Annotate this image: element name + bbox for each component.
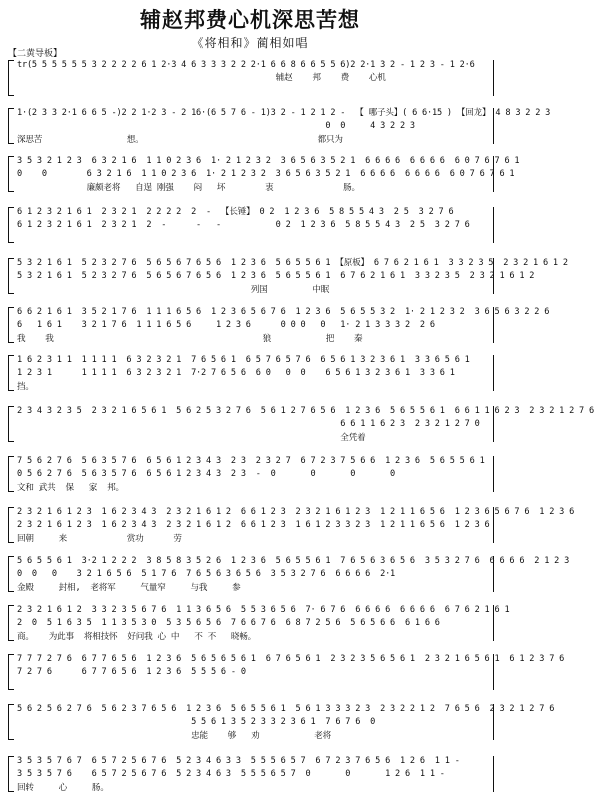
system-brace	[8, 258, 14, 294]
score-system	[8, 650, 565, 694]
notation-line-lower: 6 6 1 1 6 2 3 2 3 2 1 2 7 0	[17, 419, 480, 429]
barline	[493, 108, 494, 144]
lyric-line: 忠能 够 劝 老将	[17, 731, 331, 741]
banshi-tag: 【二黄导板】	[8, 49, 63, 59]
barline	[493, 605, 494, 641]
system-brace	[8, 756, 14, 792]
system-brace	[8, 406, 14, 442]
notation-line-upper: 2 3 2 1 6 1 2 3 1 6 2 3 4 3 2 3 2 1 6 1 2 6 6 1 2 3 2 3 2 1 6 1 2 3 1 2 1 1 6 5 6 1 2 3 6 5 6 7 6 1 2 3 6	[17, 507, 575, 517]
notation-line-upper: 1·(2 3 3 2·1 6 6 5 -)2 2 1·2 3 - 2 16·(6 5 7 6 - 1)3 2 - 1 2 1 2 - 【 哪子头】( 6 6·15 ) 【回龙】 4 8 3 2 2 3	[17, 108, 551, 118]
page-subtitle: 《将相和》蔺相如唱	[191, 36, 309, 50]
lyric-line: 全凭着	[17, 433, 366, 443]
lyric-line: 挡。	[17, 382, 34, 392]
score-system	[8, 152, 520, 196]
score-system	[8, 402, 594, 446]
notation-line-upper: 1 6 2 3 1 1 1 1 1 1 6 3 2 3 2 1 7 6 5 6 1 6 5 7 6 5 7 6 6 5 6 1 3 2 3 6 1 3 3 6 5 6 1	[17, 355, 470, 365]
lyric-line: 商。 为此事 将相技怀 好问我 心 中 不 不 晓畅。	[17, 632, 257, 642]
notation-line-lower: 0 0 4 3 2 2 3	[17, 121, 415, 131]
lyric-line: 金殿 封相, 老将军 气量窄 与我 参	[17, 583, 241, 593]
system-brace	[8, 556, 14, 592]
barline	[493, 756, 494, 792]
system-brace	[8, 156, 14, 192]
barline	[493, 307, 494, 343]
system-brace	[8, 60, 14, 96]
score-system	[8, 503, 575, 547]
notation-line-lower: 2 3 2 1 6 1 2 3 1 6 2 3 4 3 2 3 2 1 6 1 2 6 6 1 2 3 1 6 1 2 3 3 2 3 1 2 1 1 6 5 6 1 2 3 6	[17, 520, 490, 530]
score-system	[8, 601, 510, 645]
notation-line-upper: 6 6 2 1 6 1 3 5 2 1 7 6 1 1 1 6 5 6 1 2 3 6 5 6 7 6 1 2 3 6 5 6 5 5 3 2 1· 2 1 2 3 2 3 6 5 6 3 2 2 6	[17, 307, 550, 317]
notation-line-lower: 1 2 3 1 1 1 1 1 6 3 2 3 2 1 7·2 7 6 5 6 6 0 0 0 6 5 6 1 3 2 3 6 1 3 3 6 1	[17, 368, 455, 378]
notation-line-lower: 0 0 0 3 2 1 6 5 6 5 1 7 6 7 6 5 6 3 6 5 6 3 5 3 2 7 6 6 6 6 6 2·1	[17, 569, 396, 579]
notation-line-upper: 5 6 2 5 6 2 7 6 5 6 2 3 7 6 5 6 1 2 3 6 5 6 5 5 6 1 5 6 1 3 3 3 2 3 2 3 2 2 1 2 7 6 5 6 2 3 2 1 2 7 6	[17, 704, 555, 714]
page-title: 辅赵邦费心机深思苦想	[140, 7, 360, 32]
system-brace	[8, 605, 14, 641]
barline	[493, 207, 494, 243]
notation-line-lower: 5 3 2 1 6 1 5 2 3 2 7 6 5 6 5 6 7 6 5 6 1 2 3 6 5 6 5 5 6 1 6 7 6 2 1 6 1 3 3 2 3 5 2 3 2 1 6 1 2	[17, 271, 535, 281]
notation-line-upper: 2 3 4 3 2 3 5 2 3 2 1 6 5 6 1 5 6 2 5 3 2 7 6 5 6 1 2 7 6 5 6 1 2 3 6 5 6 5 5 6 1 6 6 1 1 6 2 3 2 3 2 1 2 7 6	[17, 406, 594, 416]
barline	[493, 406, 494, 442]
notation-line-lower: 7 2 7 6 6 7 7 6 5 6 1 2 3 6 5 5 5 6 - 0	[17, 667, 246, 677]
notation-line-upper: 3 5 3 2 1 2 3 6 3 2 1 6 1 1 0 2 3 6 1· 2 1 2 3 2 3 6 5 6 3 5 2 1 6 6 6 6 6 6 6 6 6 0 7 6 7 6 1	[17, 156, 520, 166]
notation-line-upper: 3 5 3 5 7 6 7 6 5 7 2 5 6 7 6 5 2 3 4 6 3 3 5 5 5 6 5 7 6 7 2 3 7 6 5 6 1 2 6 1 1 -	[17, 756, 460, 766]
score-system	[8, 700, 555, 744]
lyric-line: 我 我 狼 把 秦	[17, 334, 363, 344]
system-brace	[8, 507, 14, 543]
barline	[493, 258, 494, 294]
notation-line-upper: 5 3 2 1 6 1 5 2 3 2 7 6 5 6 5 6 7 6 5 6 1 2 3 6 5 6 5 5 6 1 【原板】 6 7 6 2 1 6 1 3 3 2 3 5 2 3 2 1 6 1 2	[17, 258, 568, 268]
notation-line-lower: 6 1 6 1 3 2 1 7 6 1 1 1 6 5 6 1 2 3 6 0 0 0 0 1· 2 1 3 3 3 2 2 6	[17, 320, 435, 330]
score-system	[8, 303, 550, 347]
system-brace	[8, 108, 14, 144]
lyric-line: 列国 中眠	[17, 285, 330, 295]
notation-line-lower: 6 1 2 3 2 1 6 1 2 3 2 1 2 - - - 0 2 1 2 3 6 5 8 5 5 4 3 2 5 3 2 7 6	[17, 220, 470, 230]
notation-line-lower: 5 5 6 1 3 5 2 3 3 2 3 6 1 7 6 7 6 0	[17, 717, 376, 727]
lyric-line: 深思苦 想。 都只为	[17, 135, 343, 145]
barline	[493, 704, 494, 740]
barline	[493, 456, 494, 492]
notation-line-lower: 2 0 5 1 6 3 5 1 1 3 5 3 0 5 3 5 6 5 6 7 6 6 7 6 6 8 7 2 5 6 5 6 5 6 6 6 1 6 6	[17, 618, 440, 628]
notation-line-upper: tr(5 5 5 5 5 5 3 2 2 2 2 6 1 2·3 4 6 3 3 3 2 2 2·1 6 6 8 6 6 5 5 6)2 2·1 3 2 - 1 2 3 - 1 2·6	[17, 60, 475, 70]
barline	[493, 156, 494, 192]
barline	[493, 507, 494, 543]
score-system	[8, 56, 494, 100]
system-brace	[8, 307, 14, 343]
lyric-line: 辅赵 邦 费 心机	[17, 73, 386, 83]
system-brace	[8, 704, 14, 740]
score-system	[8, 552, 570, 596]
notation-line-lower: 3 5 3 5 7 6 6 5 7 2 5 6 7 6 5 2 3 4 6 3 5 5 5 6 5 7 0 0 1 2 6 1 1 -	[17, 769, 445, 779]
barline	[493, 654, 494, 690]
lyric-line: 文和 武共 保 家 邦。	[17, 483, 124, 493]
system-brace	[8, 456, 14, 492]
notation-line-lower: 0 0 6 3 2 1 6 1 1 0 2 3 6 1· 2 1 2 3 2 3 6 5 6 3 5 2 1 6 6 6 6 6 6 6 6 6 0 7 6 7 6 1	[17, 169, 515, 179]
score-system	[8, 104, 551, 148]
notation-line-upper: 7 7 7 2 7 6 6 7 7 6 5 6 1 2 3 6 5 6 5 6 5 6 1 6 7 6 5 6 1 2 3 2 3 5 6 5 6 1 2 3 2 1 6 5 6 1 6 1 2 3 7 6	[17, 654, 565, 664]
system-brace	[8, 207, 14, 243]
score-system	[8, 351, 494, 395]
system-brace	[8, 355, 14, 391]
notation-line-upper: 5 6 5 5 6 1 3·2 1 2 2 2 3 8 5 8 3 5 2 6 1 2 3 6 5 6 5 5 6 1 7 6 5 6 3 6 5 6 3 5 3 2 7 6 6 6 6 6 2 1 2 3	[17, 556, 570, 566]
score-system	[8, 203, 494, 247]
notation-line-upper: 2 3 2 1 6 1 2 3 3 2 3 5 6 7 6 1 1 3 6 5 6 5 5 3 6 5 6 7· 6 7 6 6 6 6 6 6 6 6 6 6 7 6 2 1 6 1	[17, 605, 510, 615]
lyric-line: 廉颇老将 自逞 刚强 闷 坏 衷 肠。	[17, 183, 360, 193]
system-brace	[8, 654, 14, 690]
barline	[493, 556, 494, 592]
score-system	[8, 452, 494, 496]
notation-line-upper: 6 1 2 3 2 1 6 1 2 3 2 1 2 2 2 2 2 - 【长锤】 0 2 1 2 3 6 5 8 5 5 4 3 2 5 3 2 7 6	[17, 207, 454, 217]
notation-line-lower: 0 5 6 2 7 6 5 6 3 5 7 6 6 5 6 1 2 3 4 3 2 3 - 0 0 0 0	[17, 469, 396, 479]
barline	[493, 60, 494, 96]
lyric-line: 回朝 来 赏功 劳	[17, 534, 182, 544]
barline	[493, 355, 494, 391]
notation-line-upper: 7 5 6 2 7 6 5 6 3 5 7 6 6 5 6 1 2 3 4 3 2 3 2 3 2 7 6 7 2 3 7 5 6 6 1 2 3 6 5 6 5 5 6 1	[17, 456, 485, 466]
score-system	[8, 752, 494, 796]
lyric-line: 回转 心 肠。	[17, 783, 109, 793]
score-system	[8, 254, 568, 298]
